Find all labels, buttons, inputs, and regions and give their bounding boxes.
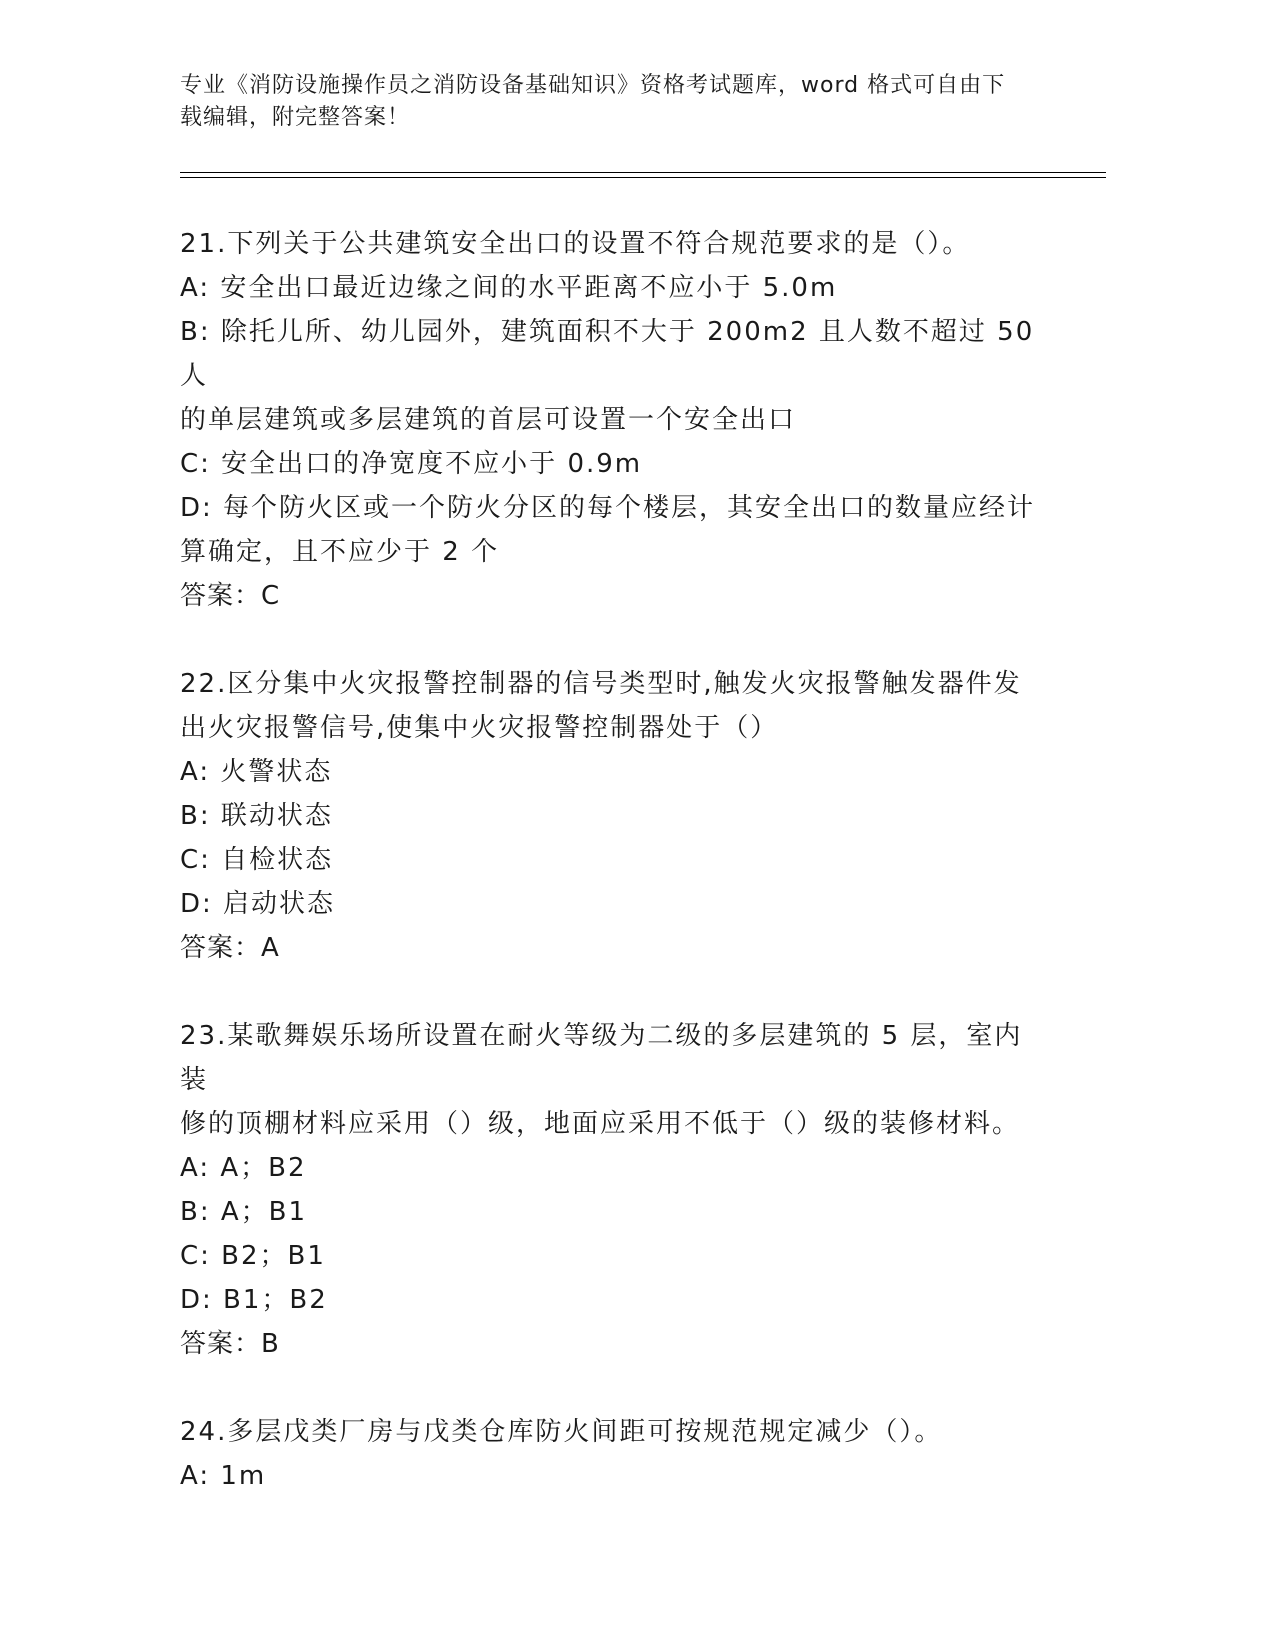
header-divider-top xyxy=(180,172,1106,173)
question-stem-line: 出火灾报警信号,使集中火灾报警控制器处于（） xyxy=(180,713,779,743)
option-line: C: B2；B1 xyxy=(180,1241,326,1271)
question-stem-line: 23.某歌舞娱乐场所设置在耐火等级为二级的多层建筑的 5 层，室内装 xyxy=(180,1021,1023,1095)
answer-line: 答案：A xyxy=(180,933,280,963)
option-line: B: 联动状态 xyxy=(180,801,333,831)
option-line: 算确定，且不应少于 2 个 xyxy=(180,537,500,567)
option-line: A: 1m xyxy=(180,1461,267,1491)
question-stem-line: 21.下列关于公共建筑安全出口的设置不符合规范要求的是（）。 xyxy=(180,229,971,259)
option-line: C: 自检状态 xyxy=(180,845,334,875)
option-line: B: 除托儿所、幼儿园外，建筑面积不大于 200m2 且人数不超过 50 人 xyxy=(180,317,1035,391)
option-line: D: 启动状态 xyxy=(180,889,336,919)
question-block xyxy=(180,1410,1040,1498)
question-stem-line: 22.区分集中火灾报警控制器的信号类型时,触发火灾报警触发器件发 xyxy=(180,669,1022,699)
answer-line: 答案：B xyxy=(180,1329,280,1359)
option-line: D: B1；B2 xyxy=(180,1285,328,1315)
question-block xyxy=(180,1014,1040,1366)
option-line: B: A；B1 xyxy=(180,1197,308,1227)
option-line: 的单层建筑或多层建筑的首层可设置一个安全出口 xyxy=(180,405,797,435)
answer-line: 答案：C xyxy=(180,581,281,611)
header-line-2: 载编辑，附完整答案！ xyxy=(180,105,411,130)
header-line-1: 专业《消防设施操作员之消防设备基础知识》资格考试题库，word 格式可自由下 xyxy=(180,73,1006,98)
option-line: A: 火警状态 xyxy=(180,757,333,787)
option-line: A: A；B2 xyxy=(180,1153,307,1183)
question-block xyxy=(180,662,1040,970)
question-list xyxy=(180,222,1040,1542)
option-line: A: 安全出口最近边缘之间的水平距离不应小于 5.0m xyxy=(180,273,838,303)
option-line: D: 每个防火区或一个防火分区的每个楼层，其安全出口的数量应经计 xyxy=(180,493,1036,523)
question-stem-line: 24.多层戊类厂房与戊类仓库防火间距可按规范规定减少（）。 xyxy=(180,1417,943,1447)
option-line: C: 安全出口的净宽度不应小于 0.9m xyxy=(180,449,643,479)
question-block xyxy=(180,222,1040,618)
document-header xyxy=(180,70,1040,134)
header-divider-bottom xyxy=(180,177,1106,178)
question-stem-line: 修的顶棚材料应采用（）级，地面应采用不低于（）级的装修材料。 xyxy=(180,1109,1021,1139)
